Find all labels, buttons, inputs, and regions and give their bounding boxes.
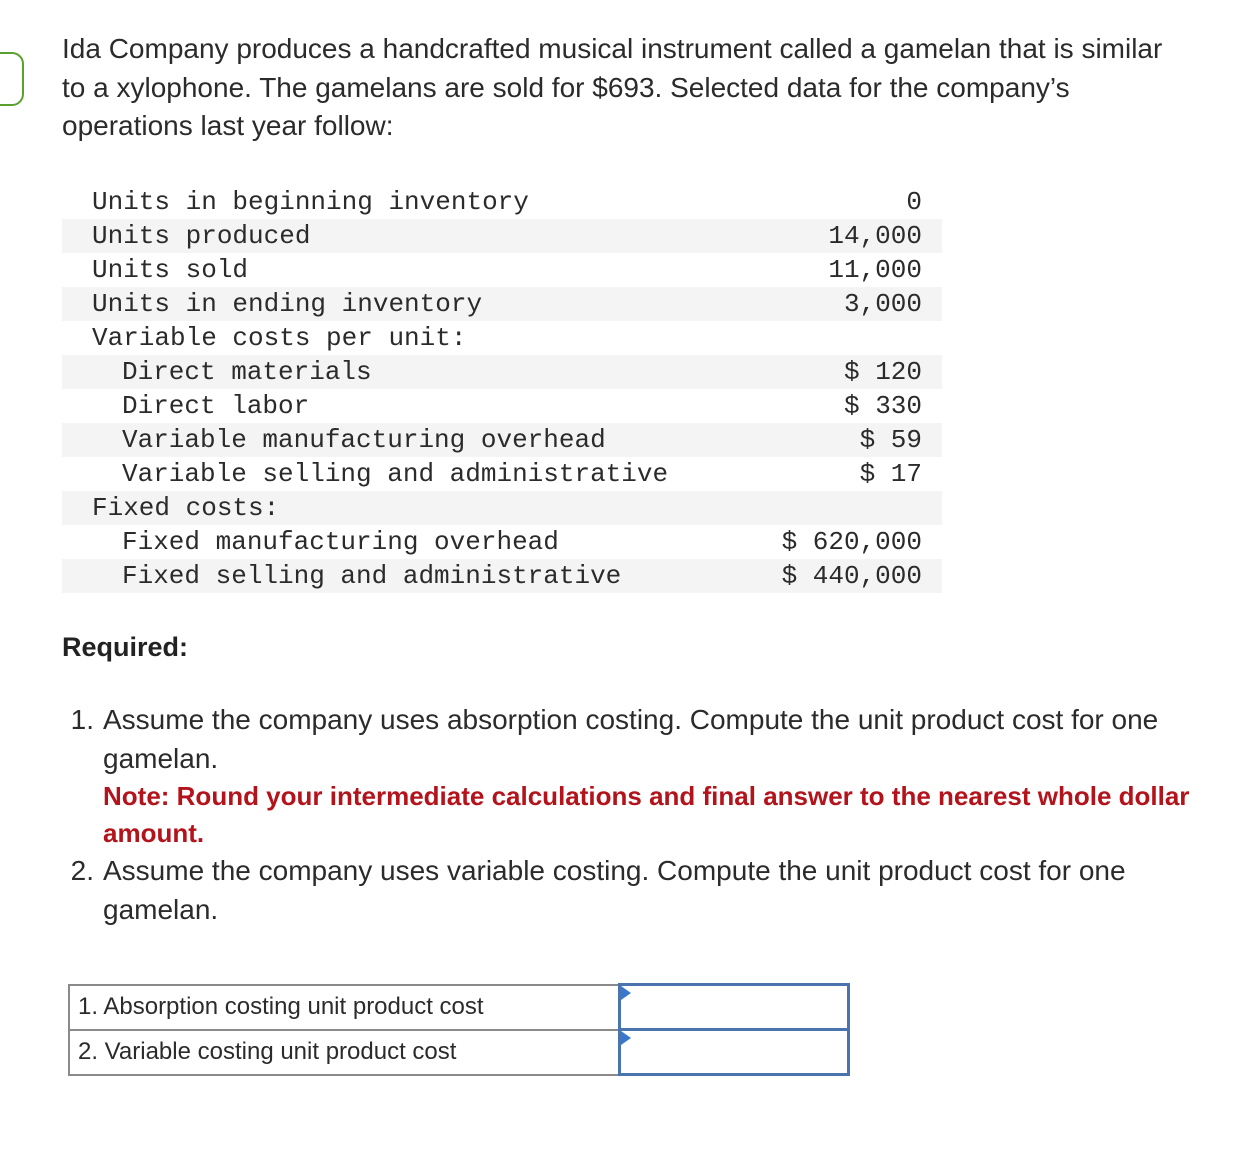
requirement-item <box>62 852 1192 929</box>
requirement-number: 2. <box>70 855 94 886</box>
section-label-variable-costs: Variable costs per unit: <box>92 323 467 353</box>
row-value: 14,000 <box>668 219 942 253</box>
requirement-text: Assume the company uses absorption costing. Compute the unit product cost for one gamelan. <box>103 704 1159 774</box>
row-value <box>668 491 942 525</box>
rounding-note: Note: Round your intermediate calculations and final answer to the nearest whole dollar amount. <box>103 781 1190 848</box>
table-row <box>62 389 942 423</box>
row-label: Units in ending inventory <box>62 287 668 321</box>
data-table <box>62 185 942 593</box>
row-label: Variable selling and administrative <box>122 459 669 489</box>
required-heading: Required: <box>62 632 189 662</box>
row-value: 0 <box>906 187 922 217</box>
row-value: 3,000 <box>668 287 942 321</box>
input-flag-icon <box>621 1031 631 1045</box>
problem-intro: Ida Company produces a handcrafted musical instrument called a gamelan that is similar to a xylophone. The gamelans are sold for $693. Selected data for the company’s operations last year follow: <box>62 33 1163 141</box>
answer-table <box>68 983 850 1076</box>
section-label-fixed-costs: Fixed costs: <box>62 491 668 525</box>
row-label: Variable manufacturing overhead <box>62 423 668 457</box>
table-row <box>62 559 942 593</box>
row-value: $ 620,000 <box>781 527 922 557</box>
answer-row <box>69 985 849 1030</box>
row-label: Units sold <box>92 255 249 285</box>
table-row <box>62 287 942 321</box>
table-row <box>62 423 942 457</box>
variable-cost-input[interactable] <box>621 1032 847 1072</box>
table-row <box>62 185 942 219</box>
requirement-number: 1. <box>70 704 94 735</box>
row-label: Units in beginning inventory <box>92 187 529 217</box>
answer-label: 2. Variable costing unit product cost <box>69 1030 620 1075</box>
table-row <box>62 219 942 253</box>
answer-cell <box>620 1030 849 1075</box>
answer-cell <box>620 985 849 1030</box>
progress-marker <box>0 52 24 106</box>
table-row <box>62 525 942 559</box>
row-label: Units produced <box>62 219 668 253</box>
absorption-cost-input[interactable] <box>621 987 847 1027</box>
row-value: $ 120 <box>668 355 942 389</box>
row-value: $ 17 <box>859 459 922 489</box>
row-label: Direct materials <box>62 355 668 389</box>
row-label: Fixed manufacturing overhead <box>122 527 559 557</box>
row-label: Direct labor <box>122 391 310 421</box>
row-value: 11,000 <box>828 255 922 285</box>
answer-row <box>69 1030 849 1075</box>
answer-label: 1. Absorption costing unit product cost <box>69 985 620 1030</box>
table-row <box>62 457 942 491</box>
table-row <box>62 355 942 389</box>
table-row <box>62 253 942 287</box>
requirements-list <box>62 701 1192 929</box>
row-label: Fixed selling and administrative <box>62 559 668 593</box>
requirement-item <box>62 701 1192 852</box>
row-value: $ 59 <box>668 423 942 457</box>
row-value: $ 330 <box>843 391 922 421</box>
table-row <box>62 491 942 525</box>
input-flag-icon <box>621 986 631 1000</box>
row-value: $ 440,000 <box>668 559 942 593</box>
row-value <box>668 321 942 355</box>
requirement-text: Assume the company uses variable costing. Compute the unit product cost for one gamelan. <box>103 855 1126 925</box>
table-row <box>62 321 942 355</box>
